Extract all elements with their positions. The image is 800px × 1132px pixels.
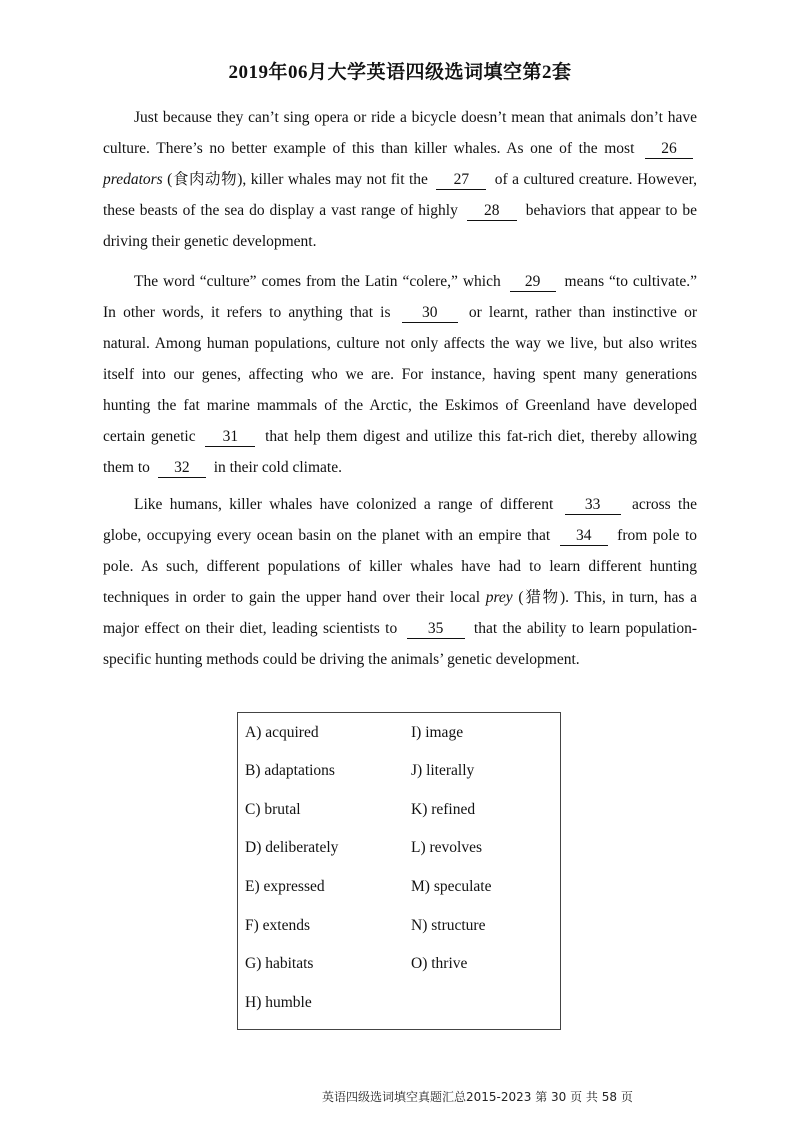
option-a: A) acquired <box>245 724 319 741</box>
p3-text-1: Like humans, killer whales have colonized a range of different <box>134 496 554 513</box>
p2-text-4: that help them digest and utilize this fat-rich diet, thereby allowing them to <box>103 428 698 476</box>
option-l: L) revolves <box>411 839 483 856</box>
paragraph-1 <box>103 102 697 257</box>
word-bank-box <box>237 712 561 1030</box>
option-i: I) image <box>411 724 464 741</box>
blank-35: 35 <box>407 619 465 639</box>
blank-28: 28 <box>467 201 517 221</box>
blank-32: 32 <box>158 458 206 478</box>
blank-29: 29 <box>510 272 556 292</box>
option-c: C) brutal <box>245 801 301 818</box>
p1-text-1: Just because they can’t sing opera or ride a bicycle doesn’t mean that animals don’t have culture. There’s no better example of this than killer whales. As one of the most <box>103 109 697 157</box>
blank-31: 31 <box>205 427 255 447</box>
page-title: 2019年06月大学英语四级选词填空第2套 <box>228 62 572 83</box>
option-j: J) literally <box>411 762 475 779</box>
option-f: F) extends <box>245 917 311 934</box>
p2-text-2: means “to cultivate.” In other words, it refers to anything that is <box>103 273 698 321</box>
p3-text-2: across the globe, occupying every ocean basin on the planet with an empire that <box>103 496 697 544</box>
option-d: D) deliberately <box>245 839 339 856</box>
option-e: E) expressed <box>245 878 325 895</box>
p1-text-3: of a cultured creature. However, these beasts of the sea do display a vast range of highly <box>103 171 698 219</box>
option-b: B) adaptations <box>245 762 335 779</box>
p2-text-3: or learnt, rather than instinctive or natural. Among human populations, culture not only affects the way we live, but also writes itself into our genes, affecting who we are. For instance, having spent many generations hunting the fat marine mammals of the Arctic, the Eskimos of Greenland have developed certain genetic <box>103 304 697 445</box>
blank-33: 33 <box>565 495 621 515</box>
p3-text-5: that the ability to learn population-specific hunting methods could be driving the animals’ genetic development. <box>103 620 697 668</box>
option-o: O) thrive <box>411 955 468 972</box>
paragraph-2 <box>103 266 697 483</box>
option-n: N) structure <box>411 917 486 934</box>
p3-italic-word: prey <box>485 589 513 606</box>
option-h: H) humble <box>245 994 312 1011</box>
p2-text-5: in their cold climate. <box>213 459 342 476</box>
p1-text-2: (食肉动物), killer whales may not fit the <box>167 171 428 188</box>
option-g: G) habitats <box>245 955 314 972</box>
p1-italic-word: predators <box>103 171 163 188</box>
blank-26: 26 <box>645 139 693 159</box>
p3-text-3: from pole to pole. As such, different populations of killer whales have had to learn different hunting techniques in order to gain the upper hand over their local <box>103 527 698 606</box>
option-k: K) refined <box>411 801 476 818</box>
page-footer: 英语四级选词填空真题汇总2015-2023 第 30 页 共 58 页 <box>322 1090 633 1104</box>
p3-text-4: (猎物). This, in turn, has a major effect on their diet, leading scientists to <box>103 589 697 637</box>
paragraph-3 <box>103 489 697 675</box>
blank-34: 34 <box>560 526 608 546</box>
blank-27: 27 <box>436 170 486 190</box>
p2-text-1: The word “culture” comes from the Latin “colere,” which <box>134 273 501 290</box>
option-m: M) speculate <box>411 878 492 895</box>
blank-30: 30 <box>402 303 458 323</box>
p1-text-4: behaviors that appear to be driving their genetic development. <box>103 202 698 250</box>
